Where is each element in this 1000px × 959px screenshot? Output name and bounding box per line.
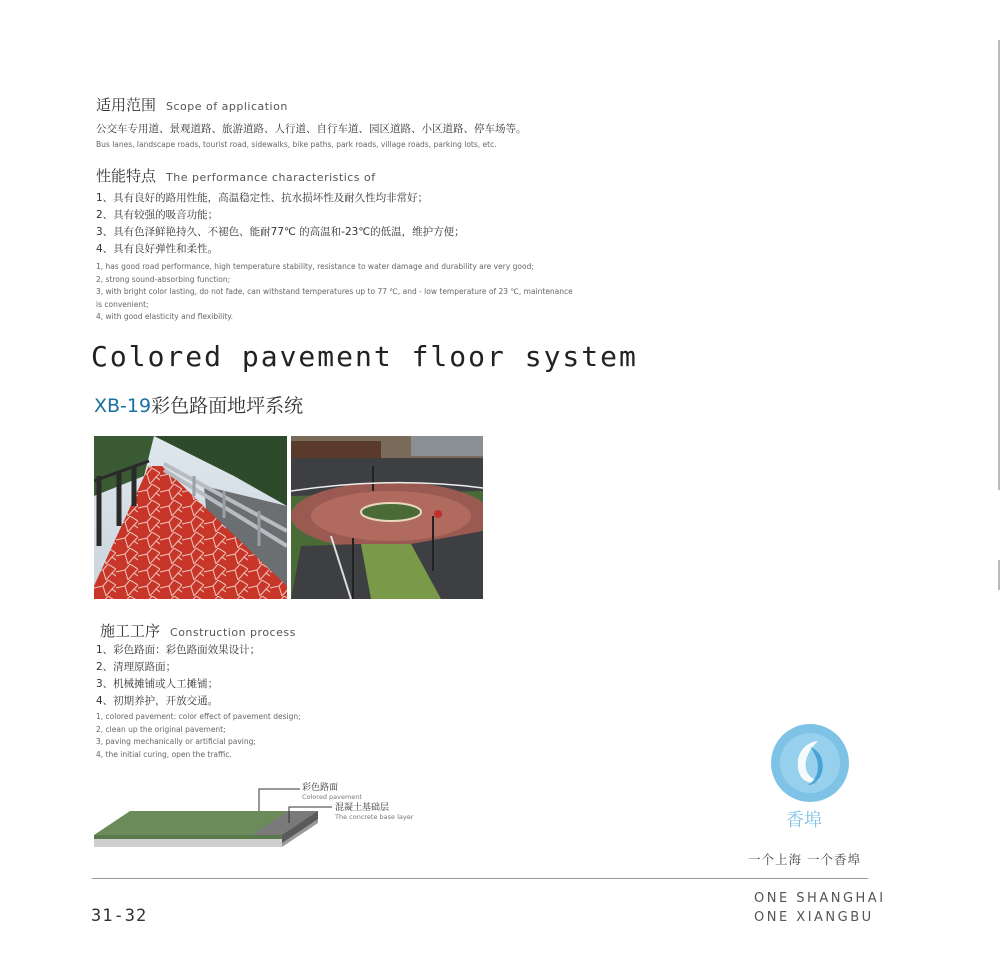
brand-name: 香埠 xyxy=(786,810,822,831)
construction-en-item: 2, clean up the original pavement; xyxy=(96,724,226,734)
performance-zh-item: 3、具有色泽鲜艳持久、不褪色、能耐77℃ 的高温和-23℃的低温，维护方便； xyxy=(96,226,465,238)
construction-zh-item: 3、机械摊铺或人工摊铺； xyxy=(96,678,219,690)
layer2-zh: 混凝土基础层 xyxy=(335,803,390,813)
footer-en-line2: ONE XIANGBU xyxy=(754,910,874,925)
construction-title-en: Construction process xyxy=(170,626,296,639)
scope-en: Bus lanes, landscape roads, tourist road, sidewalks, bike paths, park roads, village roads, parking lots, etc. xyxy=(96,140,497,149)
photo-red-walkway xyxy=(94,436,287,599)
performance-en-item: is convenient; xyxy=(96,299,149,309)
performance-zh-item: 4、具有良好弹性和柔性。 xyxy=(96,243,219,255)
performance-section xyxy=(96,165,573,324)
performance-zh-item: 1、具有良好的路用性能，高温稳定性、抗水损坏性及耐久性均非常好； xyxy=(96,192,429,204)
performance-heading xyxy=(96,165,573,186)
construction-zh-item: 1、彩色路面：彩色路面效果设计； xyxy=(96,644,261,656)
footer-en-line1: ONE SHANGHAI xyxy=(754,891,886,906)
construction-heading xyxy=(100,620,296,641)
performance-zh-item: 2、具有较强的吸音功能； xyxy=(96,209,219,221)
layer1-zh: 彩色路面 xyxy=(302,783,339,793)
performance-en-item: 4, with good elasticity and flexibility. xyxy=(96,312,234,321)
footer-divider xyxy=(92,878,868,879)
performance-en-item: 3, with bright color lasting, do not fade, can withstand temperatures up to 77 ℃, and - low temperature of 23 ℃, maintenance xyxy=(96,287,573,296)
brand-logo xyxy=(770,723,850,803)
construction-en-item: 3, paving mechanically or artificial paving; xyxy=(96,737,256,746)
performance-en-item: 1, has good road performance, high temperature stability, resistance to water damage and durability are very good; xyxy=(96,262,534,271)
construction-en-item: 1, colored pavement: color effect of pavement design; xyxy=(96,712,301,721)
brand-slogan: 一个上海 一个香埠 xyxy=(748,852,861,867)
main-title: Colored pavement floor system xyxy=(91,340,638,373)
scope-title-en: Scope of application xyxy=(166,100,288,113)
performance-en-item: 2, strong sound-absorbing function; xyxy=(96,274,231,284)
construction-section xyxy=(100,620,296,641)
page-number: 31-32 xyxy=(91,906,148,926)
sub-title xyxy=(94,391,303,418)
performance-title-zh: 性能特点 xyxy=(96,167,157,185)
performance-title-en: The performance characteristics of xyxy=(166,171,376,184)
layer1-label xyxy=(302,780,362,801)
scope-zh: 公交车专用道、景观道路、旅游道路、人行道、自行车道、园区道路、小区道路、停车场等。 xyxy=(96,123,527,135)
construction-zh-item: 2、清理原路面； xyxy=(96,661,177,673)
construction-title-zh: 施工工序 xyxy=(100,622,161,640)
product-code: XB-19 xyxy=(94,395,152,417)
product-name: 彩色路面地坪系统 xyxy=(151,395,304,417)
construction-list xyxy=(96,642,301,761)
layer2-label xyxy=(335,800,413,821)
construction-zh-item: 4、初期养护，开放交通。 xyxy=(96,695,219,707)
photo-roundabout xyxy=(291,436,483,599)
scope-section xyxy=(96,94,527,152)
layer2-en: The concrete base layer xyxy=(335,813,414,821)
scope-heading xyxy=(96,94,527,115)
scope-title-zh: 适用范围 xyxy=(96,96,157,114)
construction-en-item: 4, the initial curing, open the traffic. xyxy=(96,749,232,759)
layer1-en: Colored pavement xyxy=(302,793,362,801)
